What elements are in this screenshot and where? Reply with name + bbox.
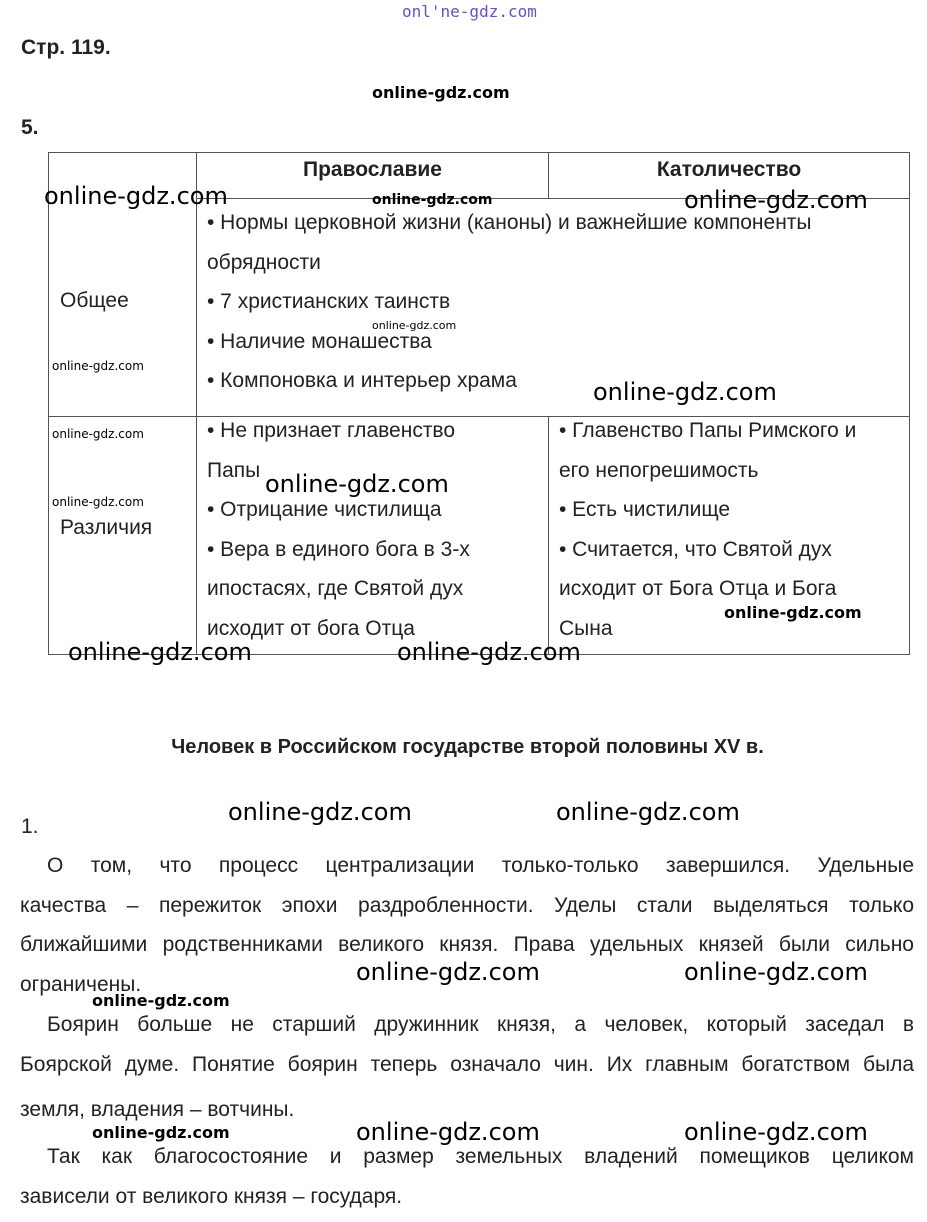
page-label: Стр. 119. [21,36,111,59]
watermark: online-gdz.com [684,1118,868,1146]
paragraph-3 [20,1137,914,1216]
watermark: online-gdz.com [92,991,230,1010]
watermark: online-gdz.com [684,958,868,986]
header-orthodoxy: Православие [303,158,442,181]
watermark: online-gdz.com [372,83,510,102]
watermark: online-gdz.com [68,638,252,666]
text-line: ограничены. [20,972,142,996]
text-line: О том, что процесс централизации только-только завершился. Удельные [47,854,914,877]
task-number-1: 1. [21,815,39,838]
list-item: • 7 христианских таинств [207,290,451,313]
list-item: Сына [559,616,613,640]
list-item: • Отрицание чистилища [207,498,442,521]
list-item: обрядности [207,250,321,274]
list-item: исходит от Бога Отца и Бога [559,577,837,600]
list-item: • Компоновка и интерьер храма [207,369,517,392]
list-item: • Нормы церковной жизни (каноны) и важнейшие компоненты [207,211,812,234]
watermark: online-gdz.com [265,470,449,498]
section-title: Человек в Российском государстве второй половины XV в. [171,736,764,758]
paragraph-2 [20,1005,914,1130]
list-item: • Вера в единого бога в 3-х [207,537,470,561]
watermark: online-gdz.com [228,798,412,826]
watermark: online-gdz.com [372,192,493,208]
common-cell [207,203,812,401]
list-item: • Наличие монашества [207,329,432,353]
list-item: Папы [207,458,261,482]
watermark: online-gdz.com [724,603,862,622]
task-number: 5. [21,116,39,139]
watermark: online-gdz.com [92,1123,230,1142]
list-item: его непогрешимость [559,458,759,482]
watermark: online-gdz.com [52,359,144,373]
text-line: земля, владения – вотчины. [20,1098,295,1121]
watermark: online-gdz.com [44,182,228,210]
watermark: online-gdz.com [52,495,144,509]
watermark: online-gdz.com [593,378,777,406]
text-line: Боярской думе. Понятие боярин теперь означало чин. Их главным богатством была [20,1052,914,1076]
text-line: Боярин больше не старший дружинник князя, а человек, который заседал в [47,1013,914,1036]
list-item: ипостасях, где Святой дух [207,577,464,600]
row-label-differences: Различия [60,516,153,539]
watermark: online-gdz.com [356,1118,540,1146]
list-item: • Есть чистилище [559,498,731,521]
orthodox-diff-cell [207,411,470,648]
text-line: зависели от великого князя – государя. [20,1184,403,1208]
text-line: качества – пережиток эпохи раздробленности. Уделы стали выделяться только [20,893,914,917]
watermark: online-gdz.com [372,319,457,332]
list-item: • Считается, что Святой дух [559,537,832,561]
watermark: online-gdz.com [397,638,581,666]
watermark: online-gdz.com [52,427,144,441]
watermark: online-gdz.com [356,958,540,986]
watermark-top: onl'ne-gdz.com [402,2,537,21]
list-item: исходит от бога Отца [207,616,415,640]
text-line: ближайшими родственниками великого князя. Права удельных князей были сильно [20,933,914,956]
watermark: online-gdz.com [556,798,740,826]
row-label-common: Общее [60,289,129,312]
list-item: • Не признает главенство [207,419,456,442]
header-catholicism: Католичество [656,158,802,181]
watermark: online-gdz.com [684,186,868,214]
list-item: • Главенство Папы Римского и [559,419,857,442]
text-line: Так как благосостояние и размер земельных владений помещиков целиком [47,1145,914,1168]
